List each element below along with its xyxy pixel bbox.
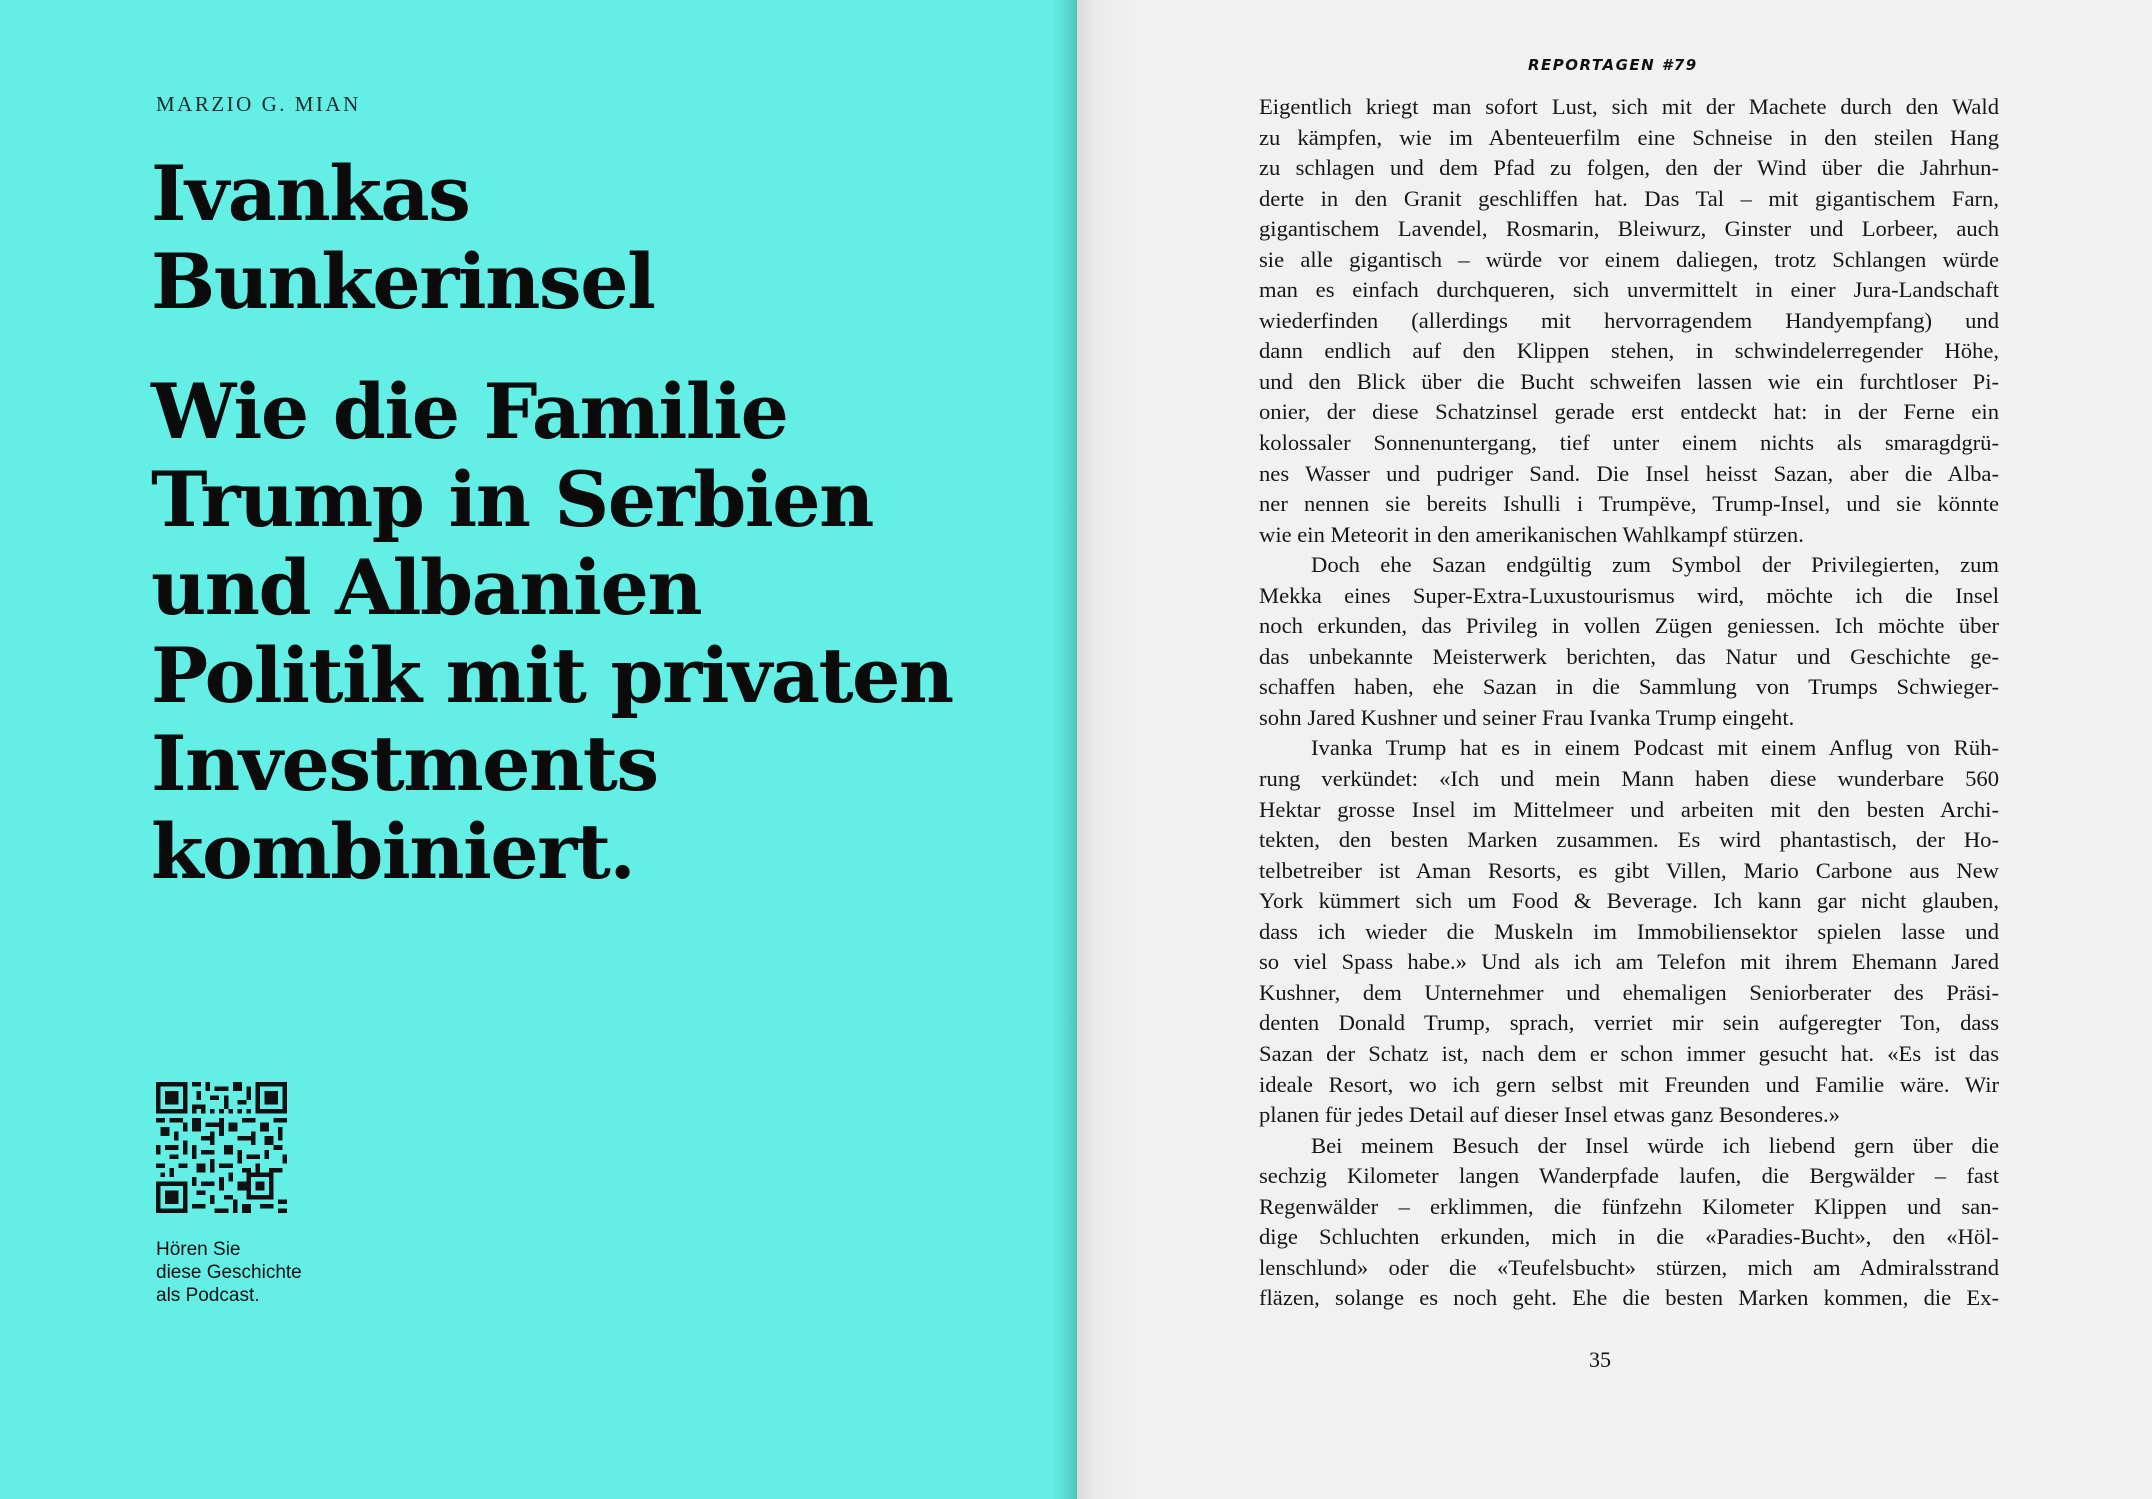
body-line: man es einfach durchqueren, sich unvermittelt in einer Jura-Landschaft — [1259, 277, 1999, 303]
body-line: Doch ehe Sazan endgültig zum Symbol der Privilegierten, zum — [1311, 552, 1999, 578]
page-number: 35 — [1589, 1347, 1611, 1372]
body-line: Mekka eines Super-Extra-Luxustourismus wird, möchte ich die Insel — [1259, 582, 1999, 608]
subtitle-line: Wie die Familie — [151, 367, 788, 456]
subtitle-line: und Albanien — [151, 543, 702, 632]
gutter-shadow — [1051, 0, 1077, 1499]
body-line: Eigentlich kriegt man sofort Lust, sich mit der Machete durch den Wald — [1259, 94, 1999, 119]
body-line: dann endlich auf den Klippen stehen, in schwindelerregender Höhe, — [1259, 338, 1999, 364]
body-line: sohn Jared Kushner und seiner Frau Ivanka Trump eingeht. — [1259, 704, 1795, 730]
body-line: wiederfinden (allerdings mit hervorragendem Handyempfang) und — [1259, 307, 1999, 333]
article-body — [1259, 92, 1999, 1314]
body-line: derte in den Granit geschliffen hat. Das Tal – mit gigantischem Farn, — [1259, 185, 1999, 211]
body-line: York kümmert sich um Food & Beverage. Ich kann gar nicht glauben, — [1259, 888, 1999, 914]
body-line: zu kämpfen, wie im Abenteuerfilm eine Schneise in den steilen Hang — [1259, 124, 1999, 150]
body-line: noch erkunden, das Privileg in vollen Zügen geniessen. Ich möchte über — [1259, 613, 1999, 639]
podcast-caption-line: Hören Sie — [156, 1239, 241, 1260]
running-head: REPORTAGEN #79 — [1528, 56, 1698, 74]
body-line: planen für jedes Detail auf dieser Insel etwas ganz Besonderes.» — [1259, 1102, 1840, 1128]
body-line: dass ich wieder die Muskeln im Immobiliensektor spielen lasse und — [1259, 918, 1999, 944]
body-line: rung verkündet: «Ich und mein Mann haben diese wunderbare 560 — [1259, 766, 1999, 792]
subtitle-line: Trump in Serbien — [151, 455, 873, 544]
body-line: kolossaler Sonnenuntergang, tief unter einem nichts als smaragdgrü- — [1259, 430, 1999, 456]
subtitle-line: kombiniert. — [151, 807, 635, 896]
subtitle-line: Politik mit privaten — [151, 631, 953, 720]
body-line: zu schlagen und dem Pfad zu folgen, den der Wind über die Jahrhun- — [1259, 155, 1999, 181]
body-line: Kushner, dem Unternehmer und ehemaligen Seniorberater des Präsi- — [1259, 979, 1999, 1005]
body-line: fläzen, solange es noch geht. Ehe die besten Marken kommen, die Ex- — [1259, 1285, 1999, 1311]
body-line: ideale Resort, wo ich gern selbst mit Freunden und Familie wäre. Wir — [1259, 1071, 1999, 1097]
body-line: denten Donald Trump, sprach, verriet mir sein aufgeregter Ton, dass — [1259, 1010, 1999, 1036]
body-line: gigantischem Lavendel, Rosmarin, Bleiwurz, Ginster und Lorbeer, auch — [1259, 216, 1999, 242]
body-line: dige Schluchten erkunden, mich in die «Paradies-Bucht», den «Höl- — [1259, 1224, 1999, 1250]
body-line: so viel Spass habe.» Und als ich am Telefon mit ihrem Ehemann Jared — [1259, 949, 1999, 975]
body-line: und den Blick über die Bucht schweifen lassen wie ein furchtloser Pi- — [1259, 368, 1999, 394]
body-line: onier, der diese Schatzinsel gerade erst entdeckt hat: in der Ferne ein — [1259, 399, 1999, 425]
body-line: schaffen haben, ehe Sazan in die Sammlung von Trumps Schwieger- — [1259, 674, 1999, 700]
body-line: Hektar grosse Insel im Mittelmeer und arbeiten mit den besten Archi- — [1259, 796, 1999, 822]
body-line: Sazan der Schatz ist, nach dem er schon immer gesucht hat. «Es ist das — [1259, 1040, 1999, 1066]
body-line: Ivanka Trump hat es in einem Podcast mit einem Anflug von Rüh- — [1311, 735, 1999, 761]
body-line: tekten, den besten Marken zusammen. Es wird phantastisch, der Ho- — [1259, 827, 1999, 853]
title-line: Bunkerinsel — [151, 237, 655, 326]
article-title — [151, 150, 1031, 326]
body-line: lenschlund» oder die «Teufelsbucht» stürzen, mich am Admiralsstrand — [1259, 1254, 1999, 1280]
body-line: das unbekannte Meisterwerk berichten, das Natur und Geschichte ge- — [1259, 643, 1999, 669]
body-line: Bei meinem Besuch der Insel würde ich liebend gern über die — [1311, 1132, 1999, 1158]
body-line: Regenwälder – erklimmen, die fünfzehn Kilometer Klippen und san- — [1259, 1193, 1999, 1219]
podcast-caption-line: diese Geschichte — [156, 1262, 302, 1283]
podcast-caption — [156, 1238, 302, 1307]
body-line: telbetreiber ist Aman Resorts, es gibt Villen, Mario Carbone aus New — [1259, 857, 1999, 883]
body-line: ner nennen sie bereits Ishulli i Trumpëve, Trump-Insel, und sie könnte — [1259, 491, 1999, 517]
right-page — [1077, 0, 2152, 1499]
body-line: sie alle gigantisch – würde vor einem daliegen, trotz Schlangen würde — [1259, 246, 1999, 272]
title-line: Ivankas — [151, 149, 470, 238]
body-line: nes Wasser und pudriger Sand. Die Insel heisst Sazan, aber die Alba- — [1259, 460, 1999, 486]
body-line: wie ein Meteorit in den amerikanischen Wahlkampf stürzen. — [1259, 521, 1804, 547]
qr-code-icon[interactable] — [156, 1082, 287, 1213]
author-byline: MARZIO G. MIAN — [156, 92, 361, 116]
subtitle-line: Investments — [151, 719, 658, 808]
body-line: sechzig Kilometer langen Wanderpfade laufen, die Bergwälder – fast — [1259, 1163, 1999, 1189]
podcast-caption-line: als Podcast. — [156, 1285, 260, 1306]
article-subtitle — [151, 368, 1051, 896]
